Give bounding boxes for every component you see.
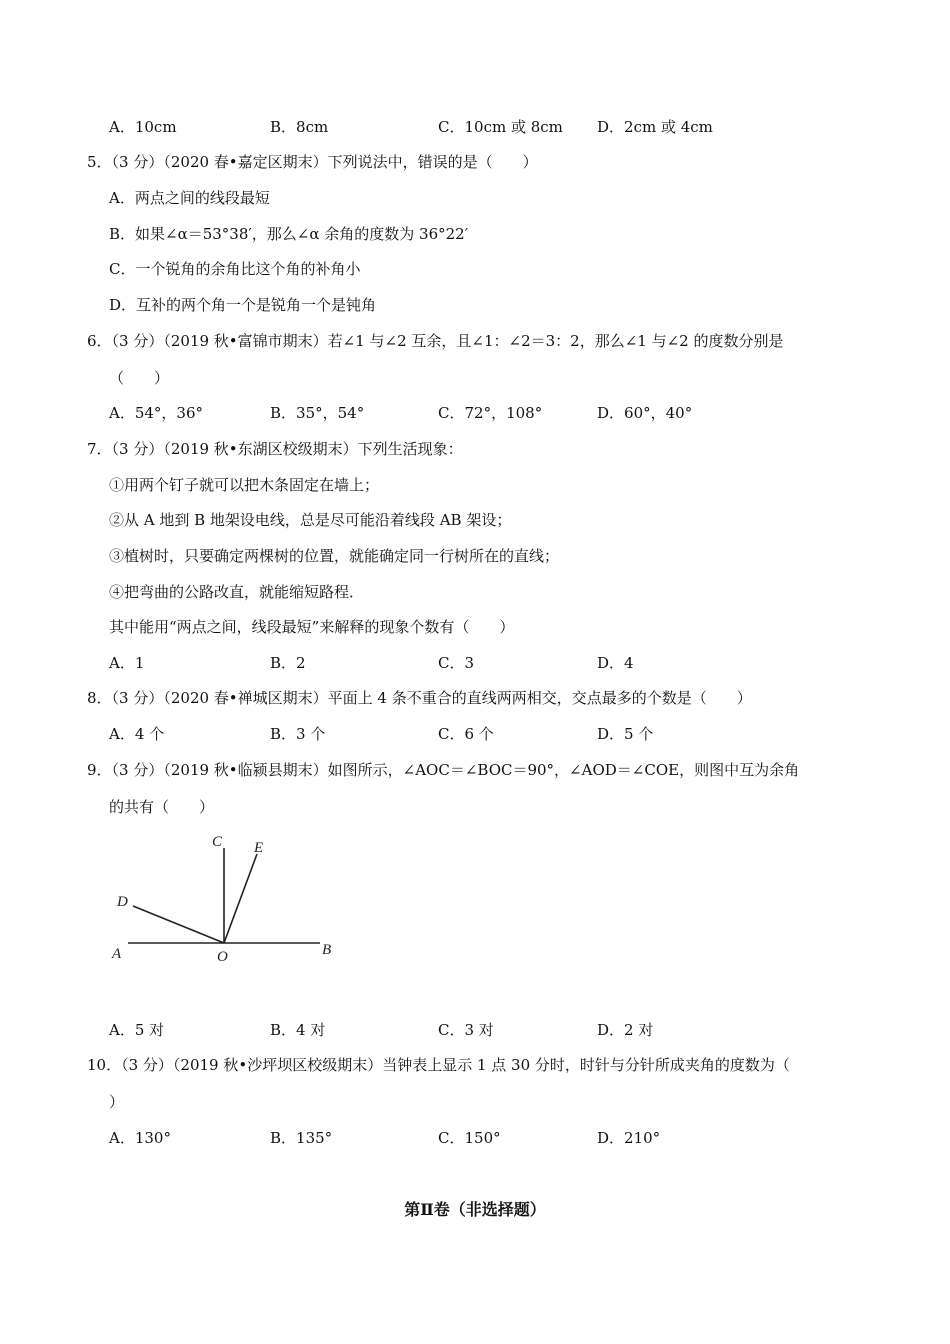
q9-stem: 9．（3 分）（2019 秋•临颍县期末）如图所示，∠AOC＝∠BOC＝90°，∠AOD＝∠COE，则图中互为余角 <box>87 761 800 779</box>
q8-option-c: C．6 个 <box>438 725 494 743</box>
q10-stem: 10．（3 分）（2019 秋•沙坪坝区校级期末）当钟表上显示 1 点 30 分时，时针与分针所成夹角的度数为（ <box>87 1056 790 1074</box>
q8-stem: 8．（3 分）（2020 春•禅城区期末）平面上 4 条不重合的直线两两相交，交点最多的个数是（ ） <box>87 689 752 707</box>
q4-option-d: D．2cm 或 4cm <box>597 118 713 136</box>
q8-option-a: A．4 个 <box>109 725 165 743</box>
q10-stem-cont: ） <box>109 1093 125 1111</box>
q5-option-c: C．一个锐角的余角比这个角的补角小 <box>109 260 361 278</box>
q5-option-a: A．两点之间的线段最短 <box>109 189 270 207</box>
q7-item-3: ③植树时，只要确定两棵树的位置，就能确定同一行树所在的直线； <box>109 547 560 565</box>
q5-option-b: B．如果∠α＝53°38′，那么∠α 余角的度数为 36°22′ <box>109 225 469 243</box>
q7-stem: 7．（3 分）（2019 秋•东湖区校级期末）下列生活现象： <box>87 440 463 458</box>
q9-option-b: B．4 对 <box>270 1021 326 1039</box>
q4-option-a: A．10cm <box>109 118 177 136</box>
label-b: B <box>322 942 332 958</box>
q7-item-1: ①用两个钉子就可以把木条固定在墙上； <box>109 476 380 494</box>
q7-item-4: ④把弯曲的公路改直，就能缩短路程． <box>109 583 365 601</box>
q10-option-d: D．210° <box>597 1129 661 1147</box>
q8-option-d: D．5 个 <box>597 725 654 743</box>
label-a: A <box>112 946 122 962</box>
q10-option-a: A．130° <box>109 1129 171 1147</box>
q7-option-d: D．4 <box>597 654 634 672</box>
q7-question: 其中能用“两点之间，线段最短”来解释的现象个数有（ ） <box>109 618 515 636</box>
q6-option-a: A．54°，36° <box>109 404 204 422</box>
q4-option-c: C．10cm 或 8cm <box>438 118 563 136</box>
q5-stem: 5．（3 分）（2020 春•嘉定区期末）下列说法中，错误的是（ ） <box>87 153 538 171</box>
q5-option-d: D．互补的两个角一个是锐角一个是钝角 <box>109 296 377 314</box>
q7-option-a: A．1 <box>109 654 145 672</box>
label-c: C <box>212 834 223 850</box>
q8-option-b: B．3 个 <box>270 725 326 743</box>
ray-od <box>133 906 224 943</box>
ray-oe <box>224 854 257 943</box>
q6-stem: 6．（3 分）（2019 秋•富锦市期末）若∠1 与∠2 互余，且∠1：∠2＝3：2，那么∠1 与∠2 的度数分别是 <box>87 332 784 350</box>
section-heading: 第Ⅱ卷（非选择题） <box>404 1200 546 1219</box>
label-d: D <box>117 894 128 910</box>
angle-figure <box>100 822 360 972</box>
q6-option-c: C．72°，108° <box>438 404 543 422</box>
q6-option-d: D．60°，40° <box>597 404 693 422</box>
q9-option-c: C．3 对 <box>438 1021 494 1039</box>
q6-stem-cont: （ ） <box>109 369 170 387</box>
q4-option-b: B．8cm <box>270 118 329 136</box>
q10-option-c: C．150° <box>438 1129 501 1147</box>
q6-option-b: B．35°，54° <box>270 404 365 422</box>
q7-option-b: B．2 <box>270 654 306 672</box>
q7-item-2: ②从 A 地到 B 地架设电线，总是尽可能沿着线段 AB 架设； <box>109 511 512 529</box>
q9-option-a: A．5 对 <box>109 1021 165 1039</box>
q9-stem-cont: 的共有（ ） <box>109 798 215 816</box>
label-o: O <box>217 949 228 965</box>
q10-option-b: B．135° <box>270 1129 333 1147</box>
q7-option-c: C．3 <box>438 654 475 672</box>
label-e: E <box>254 840 264 856</box>
q9-option-d: D．2 对 <box>597 1021 654 1039</box>
